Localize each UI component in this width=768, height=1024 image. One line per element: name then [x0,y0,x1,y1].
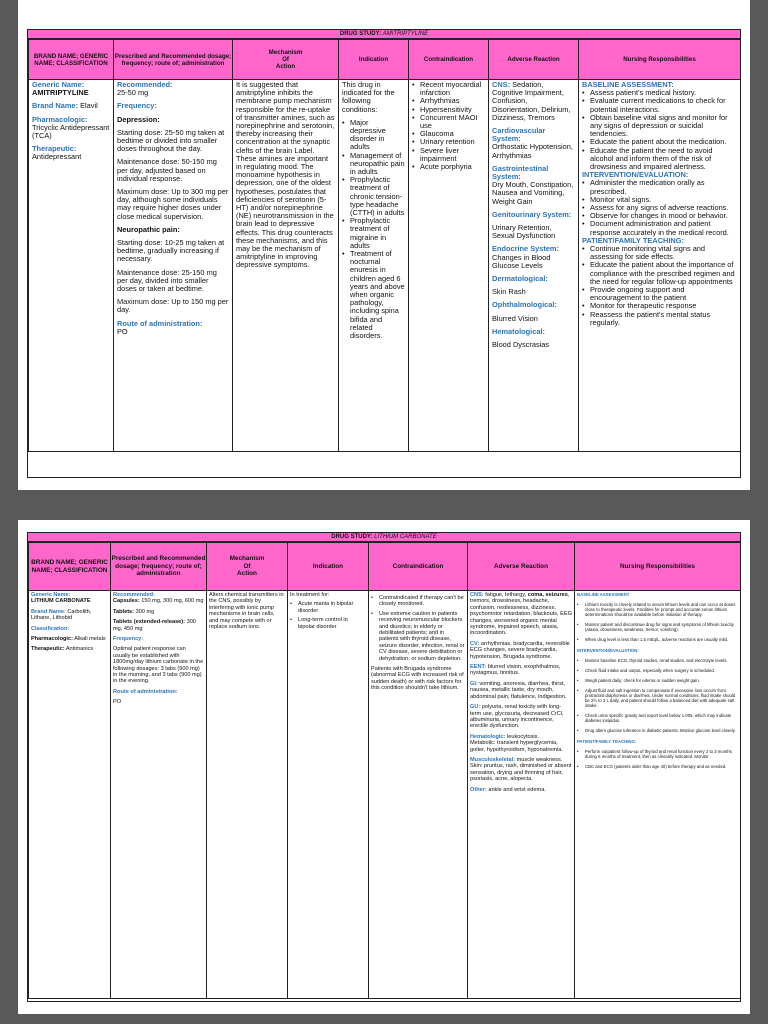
baseline-list [577,602,738,642]
header-mech-1: Mechanism [268,49,303,56]
contraindication-item: • Urinary retention [412,138,485,146]
cv-value: Orthostatic Hypotension, Arrhythmias [492,142,573,160]
indication-cell [339,80,409,452]
thera-label: Therapeutic: [31,646,65,653]
nursing-cell [579,80,741,452]
adverse-musc [470,757,572,783]
route-value: PO [113,699,122,706]
other-value: ankle and wrist edema. [486,786,546,793]
mechanism-cell [207,591,288,999]
hema-value: Blood Dyscrasias [492,340,550,350]
header-mech-2: Of [243,562,251,570]
contraindication-item: • Concurrent MAOI use [412,114,485,130]
pharm-label: Pharmacologic: [32,114,88,124]
neuro-max: Maximum dose: Up to 150 mg per day. [117,297,229,315]
header-nursing: Nursing Responsibilities [575,543,741,591]
route-label: Route of administration: [113,688,178,695]
header-adverse: Adverse Reaction [489,40,579,80]
baseline-item: • Lithium toxicity is closely related to serum lithium levels and can occur at doses close to therapeutic levels. Facilities for prompt and accurate serum lithium determinations should be available before initiation of therapy. [577,602,738,617]
pharm-line [31,636,108,642]
dep-max: Maximum dose: Up to 300 mg per day, although some individuals may require higher doses under close medical supervision. [117,187,229,221]
indication-item: • Management of neuropathic pain in adults [342,152,405,177]
header-row [29,543,741,591]
baseline-item: • Monitor patient and discontinue drug for signs and symptoms of lithium toxicity (ataxia, drowsiness, weakness, tremor, vomiting). [577,622,738,632]
title-prefix: DRUG STUDY: [331,534,375,540]
brand-cell [29,80,114,452]
teaching-item: • Educate the patient about the importance of compliance with the prescribed regimen and the need for regular follow-up appointments [582,261,737,286]
content-row [29,80,741,452]
indication-list [290,601,366,630]
title-prefix: DRUG STUDY: [339,31,383,37]
teaching-item: • Continue monitoring vital signs and assessing for side effects. [582,245,737,261]
cns-label: CNS: [470,592,484,598]
musc-value: muscle weakness. Skin: pruritus, rash, diminished or absent sensation, drying and thinning of hair, psoriasis, acne, alopecia. [470,756,572,783]
title-drug: AMITRIPTYLINE [382,31,429,37]
thera-value: Antimanics [64,646,94,653]
header-mech-1: Mechanism [229,555,265,563]
cns-text-c: , tremors, drowsiness, headache, confusion, restlessness, dizziness, psychomotor retardation, blackouts, EEG changes, worsened organic mental syndrome, impaired speech, ataxia, incoordination. [470,592,572,637]
meta-value: Metabolic: transient hyperglycemia, goiter, hypothyroidism, hyponatremia. [470,740,563,753]
capsules-value: 150 mg, 300 mg, 600 mg [139,598,204,605]
baseline-item: • Evaluate current medications to check for potential interactions. [582,97,737,113]
cv-label: Cardiovascular System: [492,126,546,144]
adverse-eent [470,664,572,677]
header-nursing: Nursing Responsibilities [579,40,741,80]
gi-label: GI: [470,680,478,687]
brand-value: Carbolith, Lithane, Lithobid [31,608,92,622]
contraindication-item: • Use extreme caution in patients receiving neuromuscular blockers and diuretics; in elderly or debilitated patients; and in patients with thyroid disease, seizure disorder, infection, renal or CV disease, severe debilitation or dehydration, or sodium depletion. [371,611,465,662]
page-amitriptyline [18,0,750,490]
derm-label: Dermatological: [492,274,548,284]
intervention-list [582,179,737,236]
gu-value: Urinary Retention, Sexual Dysfunction [492,223,556,241]
drug-study-title [28,30,740,39]
route-value: PO [117,326,128,336]
frequency-label: Frequency: [117,101,157,111]
contraindication-cell [369,591,468,999]
adverse-cell [468,591,575,999]
adverse-gi [470,681,572,700]
tablets-line [113,609,204,615]
teaching-item: • Provide ongoing support and encouragement to the patient [582,286,737,302]
teaching-list [577,749,738,769]
pharm-value: Alkali metals [72,636,106,643]
cv-label: CV: [470,640,480,647]
brugada-note: Patients with Brugada syndrome (abnormal ECG with increased risk of sudden death) or with risk factors for this condition shouldn't take lithium. [371,666,464,692]
neuro-start: Starting dose: 10-25 mg taken at bedtime, gradually increasing if necessary. [117,238,225,264]
gi-value: vomiting, anorexia, diarrhea, thirst, nausea, metallic taste, dry mouth, abdominal pain, flatulence, indigestion. [470,680,567,700]
baseline-item: • When drug level is less than 1.5 mEq/L, adverse reactions are usually mild. [577,637,738,642]
teaching-label: PATIENT/FAMILY TEACHING: [582,235,684,245]
frequency-value: Optimal patient response can usually be established with 1800mg/day lithium carbonate in the following dosages: 3 tabs (900 mg) in the morning, and 3 tabs (900 mg) in the evening. [113,646,204,685]
generic-value: AMITRIPTYLINE [32,88,89,98]
generic-label: Generic Name: [31,592,71,598]
indication-item: • Major depressive disorder in adults [342,119,405,152]
pharm-label: Pharmacologic: [31,636,73,643]
cv-value: arrhythmias, bradycardia, reversible ECG changes, severe bradycardia, hypotension, Brugada syndrome. [470,640,570,660]
cns-label: CNS: [492,80,511,89]
intervention-label: INTERVENTION/EVALUATION: [577,648,639,653]
contraindication-item: • Contraindicated if therapy can't be closely monitored. [371,595,465,608]
tablets-er-label: Tablets (extended-release): [113,619,186,626]
thera-line [31,646,108,652]
indication-list [342,119,405,340]
contraindication-list [412,81,485,171]
drug-study-title [28,533,740,542]
brand-label: Brand Name: [31,608,66,615]
intervention-item: • Document administration and patient response accurately in the medical record. [582,220,737,236]
recommended-label: Recommended: [113,592,155,598]
header-dosage: Prescribed and Recommended dosage; frequency; route of; administration [111,543,207,591]
teaching-item: • CBC and ECG (patients older than age 40) before therapy and as needed. [577,764,738,769]
drug-study-table [28,39,741,452]
header-brand: BRAND NAME; GENERIC NAME; CLASSIFICATION [29,543,111,591]
contraindication-list [371,595,465,662]
hema-value: leukocytosis. [505,733,540,740]
teaching-item: • Reassess the patient's mental status regularly. [582,311,737,327]
baseline-item: • Obtain baseline vital signs and monitor for any signs of depression or suicidal tendencies. [582,114,737,139]
intervention-item: • Monitor vital signs. [582,196,737,204]
brand-label: Brand Name: [32,101,78,111]
teaching-label: PATIENT/FAMILY TEACHING: [577,739,637,744]
intervention-item: • Observe for changes in mood or behavior. [582,212,737,220]
tablets-label: Tablets: [113,608,135,615]
mechanism-text: It is suggested that amitriptyline inhibits the membrane pump mechanism responsible for the re-uptake of transmitter amines, such as norepinephrine and serotonin, thereby increasing their concentration at the synaptic clefts of the brain Label. These amines are important in regulating mood. The monoamine hypothesis in depression, one of the oldest hypotheses, postulates that deficiencies of serotonin (5-HT) and/or norepinephrine (NE) neurotransmission in the brain lead to depressive effects. This drug counteracts these mechanisms, and this may be the mechanism of amitriptyline in improving depressive symptoms. [236,80,335,270]
thera-value: Antidepressant [32,152,82,162]
derm-value: Skin Rash [492,287,526,297]
cns-value: Sedation, Cognitive Impairment, Confusion, Disorientation, Delirium, Dizziness, Tremors [492,80,571,122]
endo-label: Endocrine System: [492,244,559,254]
brand-value: Elavil [80,101,98,111]
intervention-item: • Assess for any signs of adverse reactions. [582,204,737,212]
drug-study-table-frame [27,532,741,1002]
frequency-label: Frequency: [113,636,144,643]
header-mechanism [233,40,339,80]
intervention-item: • Drug alters glucose tolerance in diabetic patients. Monitor glucose level closely. [577,728,738,733]
header-contraindication: Contraindication [369,543,468,591]
capsules-label: Capsules: [113,598,140,605]
adverse-cv [470,641,572,660]
depression-label: Depression: [117,114,160,124]
indication-intro: This drug in indicated for the following conditions: [342,80,395,114]
mechanism-text: Alters chemical transmitters in the CNS, possibly by interfering with ionic pump mechanisms in brain cells, and may compete with or replace sodium ions. [209,592,284,631]
hema-label: Hematological: [492,326,545,336]
teaching-list [582,245,737,327]
gu-label: GU: [470,704,481,711]
pharm-value: Tricyclic Antidepressant (TCA) [32,122,110,141]
intervention-item: • Administer the medication orally as prescribed. [582,179,737,195]
header-mech-3: Action [237,570,257,578]
intervention-item: • Check urine specific gravity and report level below 1.005, which may indicate diabetes insipidus. [577,713,738,723]
gu-label: Genitourinary System: [492,209,572,219]
adverse-cns [470,592,572,637]
eent-label: EENT: [470,664,487,671]
oph-value: Blurred Vision [492,313,538,323]
baseline-item: • Assess patient's medical history. [582,89,737,97]
indication-cell [288,591,369,999]
endo-value: Changes in Blood Glucose Levels [492,252,551,270]
neuro-label: Neuropathic pain: [117,224,180,234]
indication-item: • Prophylactic treatment of migraine in adults [342,217,405,250]
hema-label: Hematologic: [470,733,506,740]
brand-name-line [31,609,108,622]
gi-value: Dry Mouth, Constipation, Nausea and Vomiting, Weight Gain [492,180,574,206]
neuro-maint: Maintenance dose: 25-150 mg per day, divided into smaller doses or taken at bedtime. [117,267,217,294]
intervention-list [577,658,738,733]
adverse-cell [489,80,579,452]
adverse-other [470,787,572,793]
baseline-label: BASELINE ASSESSMENT: [582,80,674,89]
header-indication: Indication [288,543,369,591]
intervention-item: • Adjust fluid and salt ingestion to compensate if excessive loss occurs from protracted diaphoresis or diarrhea. Under normal conditions, fluid intake should be 2½ to 3 L daily, and patient should follow a balanced diet with adequate salt intake. [577,688,738,708]
oph-label: Ophthalmological: [492,300,557,310]
musc-label: Musculoskeletal: [470,756,516,763]
route-label: Route of administration: [117,318,203,328]
page-lithium-carbonate [18,520,750,1014]
teaching-item: • Perform outpatient follow-up of thyroid and renal function every 2 to 3 months during 6 months of treatment, then as clinically indicated. Monitor [577,749,738,759]
recommended-label: Recommended: [117,80,173,89]
header-brand: BRAND NAME; GENERIC NAME; CLASSIFICATION [29,40,114,80]
header-contraindication: Contraindication [409,40,489,80]
contraindication-item: • Severe liver impairment [412,147,485,163]
indication-item: • Prophylactic treatment of chronic tension-type headache (CTTH) in adults [342,176,405,217]
gu-value: polyuria, renal toxicity with long-term use, glycosuria, decreased CrCl, albuminuria, urinary incontinence, erectile dysfunction. [470,704,564,730]
baseline-label: BASELINE ASSESSMENT [577,592,630,597]
content-row [29,591,741,999]
nursing-cell [575,591,741,999]
tablets-er-line [113,619,204,632]
mechanism-cell [233,80,339,452]
brand-cell [29,591,111,999]
header-indication: Indication [339,40,409,80]
tablets-value: 300 mg [134,608,155,615]
tablets-er-value: 300 mg, 450 mg [113,619,196,632]
gi-label: Gastrointestinal System: [492,163,549,182]
other-label: Other: [470,786,487,793]
eent-value: blurred vision, exophthalmos, nystagmus, tinnitus. [470,664,561,677]
intervention-item: • Weigh patient daily; check for edema or sudden weight gain. [577,678,738,683]
dosage-cell [111,591,207,999]
header-dosage: Prescribed and Recommended dosage; frequency; route of; administration [114,40,233,80]
thera-label: Therapeutic: [32,144,77,154]
generic-value: LITHIUM CARBONATE [31,598,91,605]
cns-text-a: fatigue, lethargy, [483,592,528,598]
generic-label: Generic Name: [32,80,85,89]
contraindication-item: • Glaucoma [412,130,485,138]
indication-item: • Acute mania in bipolar disorder [290,601,366,614]
intervention-label: INTERVENTION/EVALUATION: [582,170,689,180]
drug-study-table-frame [27,29,741,478]
contraindication-item: • Hypersensitivity [412,106,485,114]
contraindication-item: • Arrhythmias [412,97,485,105]
capsules-line [113,598,204,604]
header-mechanism [207,543,288,591]
recommended-value: 25-50 mg [117,88,149,98]
contraindication-item: • Acute porphyria [412,163,485,171]
baseline-item: • Educate the patient about the medication. [582,138,737,146]
cns-text-bold: coma, seizures [527,592,568,598]
header-mech-3: Action [275,63,296,70]
baseline-item: • Educate the patient the need to avoid alcohol and inform them of the risk of drowsiness and impaired alertness. [582,147,737,172]
baseline-list [582,89,737,171]
brand-name-line [32,102,110,110]
drug-study-table [28,542,741,999]
adverse-cns [492,81,575,122]
dep-start: Starting dose: 25-50 mg taken at bedtime or divided into smaller doses throughout the day. [117,127,225,154]
indication-item: • Long-term control in bipolar disorder [290,617,366,630]
contraindication-cell [409,80,489,452]
indication-item: • Treatment of nocturnal enuresis in children aged 6 years and above when organic pathology, including spina bifida and related disorders. [342,250,405,340]
dep-maint: Maintenance dose: 50-150 mg per day, adjusted based on individual response. [117,157,217,183]
teaching-item: • Monitor for therapeutic response [582,302,737,310]
title-drug: LITHIUM CARBONATE [374,534,437,540]
class-label: Classification: [31,625,70,632]
contraindication-item: • Recent myocardial infarction [412,81,485,97]
header-row [29,40,741,80]
header-adverse: Adverse Reaction [468,543,575,591]
adverse-gu [470,704,572,730]
dosage-cell [114,80,233,452]
indication-intro: In treatment for: [290,592,330,598]
intervention-item: • Check fluid intake and output, especially when surgery is scheduled. [577,668,738,673]
intervention-item: • Monitor baseline ECG, thyroid studies, renal studies, and electrolyte levels. [577,658,738,663]
header-mech-2: Of [282,56,289,63]
